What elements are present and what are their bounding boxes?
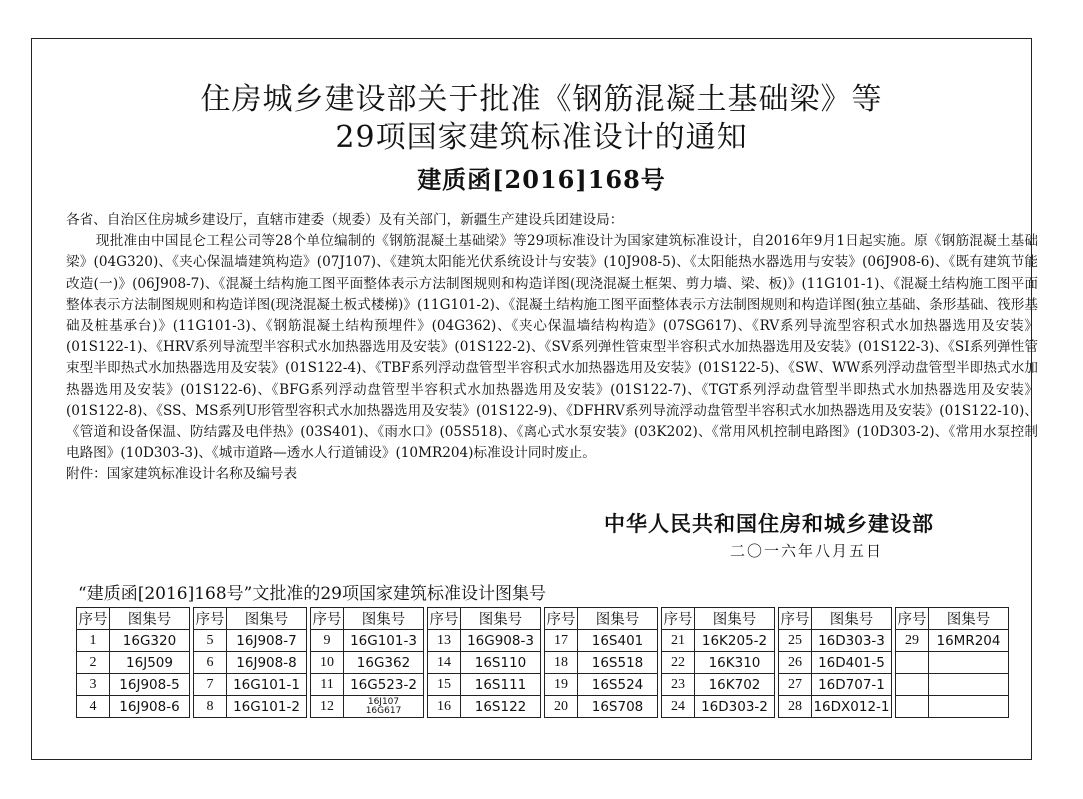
header-code: 图集号 bbox=[695, 608, 775, 630]
notice-body bbox=[66, 210, 1038, 486]
seq-cell: 9 bbox=[311, 630, 344, 652]
header-code: 图集号 bbox=[227, 608, 307, 630]
header-code: 图集号 bbox=[461, 608, 541, 630]
atlas-code-cell: 16S708 bbox=[578, 696, 658, 718]
table-header-row bbox=[77, 608, 1009, 630]
header-seq: 序号 bbox=[662, 608, 695, 630]
seq-cell: 20 bbox=[545, 696, 578, 718]
atlas-number-table bbox=[76, 607, 1009, 718]
atlas-code-cell bbox=[344, 696, 424, 718]
atlas-code-cell: 16G362 bbox=[344, 652, 424, 674]
atlas-code-cell: 16J908-8 bbox=[227, 652, 307, 674]
atlas-code-cell: 16S111 bbox=[461, 674, 541, 696]
seq-cell: 8 bbox=[194, 696, 227, 718]
seq-cell: 13 bbox=[428, 630, 461, 652]
atlas-code-cell: 16D401-5 bbox=[812, 652, 892, 674]
title-line-2: 29项国家建筑标准设计的通知 bbox=[335, 120, 748, 155]
notice-paragraph: 现批准由中国昆仑工程公司等28个单位编制的《钢筋混凝土基础梁》等29项标准设计为国家建筑标准设计，自2016年9月1日起实施。原《钢筋混凝土基础梁》(04G320)、《夹心保温墙建筑构造》(07J107)、《建筑太阳能光伏系统设计与安装》(10J908-5)、《太阳能热水器选用与安装》(06J908-6)、《既有建筑节能改造(一)》(06J908-7)、《混凝土结构施工图平面整体表示方法制图规则和构造详图(现浇混凝土框架、剪力墙、梁、板)》(11G101-1)、《混凝土结构施工图平面整体表示方法制图规则和构造详图(现浇混凝土板式楼梯)》(11G101-2)、《混凝土结构施工图平面整体表示方法制图规则和构造详图(独立基础、条形基础、筏形基础及桩基承台)》(11G101-3)、《钢筋混凝土结构预埋件》(04G362)、《夹心保温墙结构构造》(07SG617)、《RV系列导流型容积式水加热器选用及安装》(01S122-1)、《HRV系列导流型半容积式水加热器选用及安装》(01S122-2)、《SV系列弹性管束型半容积式水加热器选用及安装》(01S122-3)、《SI系列弹性管束型半即热式水加热器选用及安装》(01S122-4)、《TBF系列浮动盘管型半容积式水加热器选用及安装》(01S122-5)、《SW、WW系列浮动盘管型半即热式水加热器选用及安装》(01S122-6)、《BFG系列浮动盘管型半容积式水加热器选用及安装》(01S122-7)、《TGT系列浮动盘管型半即热式水加热器选用及安装》(01S122-8)、《SS、MS系列U形管型容积式水加热器选用及安装》(01S122-9)、《DFHRV系列导流浮动盘管型半容积式水加热器选用及安装》(01S122-10)、《管道和设备保温、防结露及电伴热》(03S401)、《雨水口》(05S518)、《离心式水泵安装》(03K202)、《常用风机控制电路图》(10D303-2)、《常用水泵控制电路图》(10D303-3)、《城市道路—透水人行道铺设》(10MR204)标准设计同时废止。 bbox=[66, 233, 1038, 462]
header-code: 图集号 bbox=[812, 608, 892, 630]
seq-cell: 29 bbox=[896, 630, 929, 652]
header-seq: 序号 bbox=[311, 608, 344, 630]
seq-cell: 7 bbox=[194, 674, 227, 696]
header-seq: 序号 bbox=[194, 608, 227, 630]
seq-cell: 19 bbox=[545, 674, 578, 696]
seq-cell: 16 bbox=[428, 696, 461, 718]
atlas-code-cell: 16G101-2 bbox=[227, 696, 307, 718]
seq-cell: 21 bbox=[662, 630, 695, 652]
seq-cell: 28 bbox=[779, 696, 812, 718]
seq-cell bbox=[896, 674, 929, 696]
atlas-code-cell: 16G523-2 bbox=[344, 674, 424, 696]
table-row bbox=[77, 674, 1009, 696]
header-code: 图集号 bbox=[110, 608, 190, 630]
atlas-code-cell: 16G320 bbox=[110, 630, 190, 652]
atlas-code-cell bbox=[929, 652, 1009, 674]
seq-cell: 11 bbox=[311, 674, 344, 696]
atlas-code-cell: 16D303-2 bbox=[695, 696, 775, 718]
seq-cell: 6 bbox=[194, 652, 227, 674]
atlas-code-cell: 16K702 bbox=[695, 674, 775, 696]
header-seq: 序号 bbox=[779, 608, 812, 630]
atlas-code-cell: 16S518 bbox=[578, 652, 658, 674]
seq-cell: 14 bbox=[428, 652, 461, 674]
atlas-code-cell: 16G101-3 bbox=[344, 630, 424, 652]
atlas-code-cell: 16D707-1 bbox=[812, 674, 892, 696]
atlas-code-cell: 16K205-2 bbox=[695, 630, 775, 652]
atlas-code-cell: 16J908-6 bbox=[110, 696, 190, 718]
atlas-code-cell: 16S122 bbox=[461, 696, 541, 718]
atlas-code-cell: 16K310 bbox=[695, 652, 775, 674]
table-row bbox=[77, 652, 1009, 674]
issuing-authority: 中华人民共和国住房和城乡建设部 bbox=[604, 512, 934, 536]
attachment-note: 附件：国家建筑标准设计名称及编号表 bbox=[66, 466, 298, 483]
seq-cell bbox=[896, 696, 929, 718]
seq-cell: 27 bbox=[779, 674, 812, 696]
seq-cell: 1 bbox=[77, 630, 110, 652]
atlas-code-cell bbox=[929, 696, 1009, 718]
atlas-code-cell: 16D303-3 bbox=[812, 630, 892, 652]
salutation: 各省、自治区住房城乡建设厅，直辖市建委（规委）及有关部门，新疆生产建设兵团建设局： bbox=[66, 212, 624, 228]
header-seq: 序号 bbox=[896, 608, 929, 630]
header-code: 图集号 bbox=[578, 608, 658, 630]
seq-cell: 12 bbox=[311, 696, 344, 718]
seq-cell: 18 bbox=[545, 652, 578, 674]
seq-cell: 4 bbox=[77, 696, 110, 718]
seq-cell: 25 bbox=[779, 630, 812, 652]
seq-cell: 2 bbox=[77, 652, 110, 674]
seq-cell: 24 bbox=[662, 696, 695, 718]
atlas-code-cell: 16S401 bbox=[578, 630, 658, 652]
atlas-code-cell bbox=[929, 674, 1009, 696]
header-code: 图集号 bbox=[929, 608, 1009, 630]
atlas-code-cell: 16MR204 bbox=[929, 630, 1009, 652]
atlas-code-cell: 16J908-5 bbox=[110, 674, 190, 696]
issue-date: 二〇一六年八月五日 bbox=[730, 542, 884, 560]
seq-cell: 5 bbox=[194, 630, 227, 652]
seq-cell: 17 bbox=[545, 630, 578, 652]
atlas-code-cell: 16J908-7 bbox=[227, 630, 307, 652]
document-number: 建质函[2016]168号 bbox=[417, 165, 666, 194]
table-row bbox=[77, 696, 1009, 718]
atlas-code-part: 16G617 bbox=[365, 705, 402, 716]
seq-cell: 15 bbox=[428, 674, 461, 696]
table-caption: “建质函[2016]168号”文批准的29项国家建筑标准设计图集号 bbox=[78, 584, 546, 604]
title-line-1: 住房城乡建设部关于批准《钢筋混凝土基础梁》等 bbox=[200, 82, 883, 117]
seq-cell: 26 bbox=[779, 652, 812, 674]
table-row bbox=[77, 630, 1009, 652]
seq-cell: 3 bbox=[77, 674, 110, 696]
atlas-code-cell: 16S110 bbox=[461, 652, 541, 674]
seq-cell bbox=[896, 652, 929, 674]
header-seq: 序号 bbox=[77, 608, 110, 630]
atlas-code-cell: 16G908-3 bbox=[461, 630, 541, 652]
atlas-code-cell: 16S524 bbox=[578, 674, 658, 696]
seq-cell: 23 bbox=[662, 674, 695, 696]
seq-cell: 22 bbox=[662, 652, 695, 674]
atlas-code-cell: 16DX012-1 bbox=[812, 696, 892, 718]
atlas-code-cell: 16G101-1 bbox=[227, 674, 307, 696]
atlas-code-cell: 16J509 bbox=[110, 652, 190, 674]
header-code: 图集号 bbox=[344, 608, 424, 630]
atlas-code-part: 16J107 bbox=[367, 696, 400, 707]
header-seq: 序号 bbox=[428, 608, 461, 630]
header-seq: 序号 bbox=[545, 608, 578, 630]
seq-cell: 10 bbox=[311, 652, 344, 674]
